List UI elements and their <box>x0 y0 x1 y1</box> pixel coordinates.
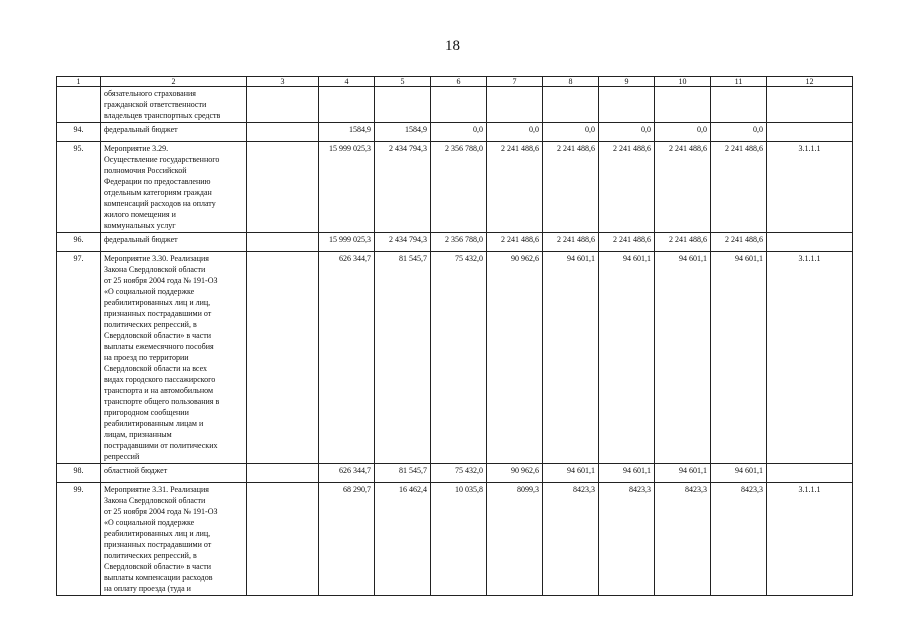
row-value <box>431 87 487 123</box>
row-value: 68 290,7 <box>319 483 375 596</box>
row-value: 2 241 488,6 <box>655 233 711 252</box>
row-value: 94 601,1 <box>711 252 767 464</box>
row-description: федеральный бюджет <box>101 233 247 252</box>
table-row <box>57 87 853 123</box>
row-target-code <box>767 123 853 142</box>
row-value: 94 601,1 <box>711 464 767 483</box>
row-column-3 <box>247 142 319 233</box>
column-header: 9 <box>599 77 655 87</box>
column-header: 4 <box>319 77 375 87</box>
row-target-code <box>767 233 853 252</box>
row-number: 95. <box>57 142 101 233</box>
row-value: 8423,3 <box>711 483 767 596</box>
budget-table <box>56 76 853 596</box>
row-value: 75 432,0 <box>431 252 487 464</box>
row-column-3 <box>247 123 319 142</box>
row-value: 8099,3 <box>487 483 543 596</box>
row-target-code <box>767 464 853 483</box>
row-description: Мероприятие 3.31. Реализация Закона Свердловской области от 25 ноября 2004 года № 191-ОЗ «О социальной поддержке реабилитированных лиц и лиц, признанных пострадавшими от политических репрессий, в Свердловской области» в части выплаты компенсации расходов на оплату проезда (туда и <box>101 483 247 596</box>
row-value: 1584,9 <box>319 123 375 142</box>
row-value: 2 241 488,6 <box>599 233 655 252</box>
row-value: 2 356 788,0 <box>431 142 487 233</box>
row-value <box>599 87 655 123</box>
row-value: 2 241 488,6 <box>711 233 767 252</box>
row-value: 1584,9 <box>375 123 431 142</box>
table-row <box>57 123 853 142</box>
row-value: 2 241 488,6 <box>655 142 711 233</box>
table-row <box>57 233 853 252</box>
row-value: 626 344,7 <box>319 252 375 464</box>
row-description: Мероприятие 3.30. Реализация Закона Свердловской области от 25 ноября 2004 года № 191-ОЗ «О социальной поддержке реабилитированных лиц и лиц, признанных пострадавшими от политических репрессий, в Свердловской области» в части выплаты ежемесячного пособия на проезд по территории Свердловской области на всех видах городского пассажирского транспорта и на автомобильном транспорте общего пользования в пригородном сообщении реабилитированным лицам и лицам, признанным пострадавшими от политических репрессий <box>101 252 247 464</box>
row-column-3 <box>247 252 319 464</box>
row-column-3 <box>247 233 319 252</box>
row-target-code: 3.1.1.1 <box>767 252 853 464</box>
row-column-3 <box>247 464 319 483</box>
row-number: 94. <box>57 123 101 142</box>
row-value <box>655 87 711 123</box>
row-value: 94 601,1 <box>655 252 711 464</box>
column-header: 2 <box>101 77 247 87</box>
row-value: 2 356 788,0 <box>431 233 487 252</box>
column-header: 12 <box>767 77 853 87</box>
table-row <box>57 464 853 483</box>
row-column-3 <box>247 483 319 596</box>
row-value: 2 241 488,6 <box>543 233 599 252</box>
row-target-code: 3.1.1.1 <box>767 142 853 233</box>
header-row <box>57 77 853 87</box>
row-value: 2 241 488,6 <box>711 142 767 233</box>
row-value <box>319 87 375 123</box>
column-header: 5 <box>375 77 431 87</box>
column-header: 3 <box>247 77 319 87</box>
row-number <box>57 87 101 123</box>
column-header: 10 <box>655 77 711 87</box>
row-value: 94 601,1 <box>599 464 655 483</box>
row-value: 0,0 <box>543 123 599 142</box>
row-value: 94 601,1 <box>543 252 599 464</box>
row-value: 94 601,1 <box>543 464 599 483</box>
row-description: федеральный бюджет <box>101 123 247 142</box>
row-number: 98. <box>57 464 101 483</box>
page-number: 18 <box>445 38 460 54</box>
table-body <box>57 77 853 596</box>
row-value <box>711 87 767 123</box>
row-column-3 <box>247 87 319 123</box>
row-value: 90 962,6 <box>487 252 543 464</box>
row-value <box>487 87 543 123</box>
row-value: 2 241 488,6 <box>487 233 543 252</box>
row-value: 16 462,4 <box>375 483 431 596</box>
row-value: 0,0 <box>599 123 655 142</box>
row-number: 97. <box>57 252 101 464</box>
column-header: 6 <box>431 77 487 87</box>
row-value: 2 241 488,6 <box>487 142 543 233</box>
row-value: 94 601,1 <box>655 464 711 483</box>
row-value: 2 241 488,6 <box>599 142 655 233</box>
row-value: 0,0 <box>711 123 767 142</box>
row-value: 0,0 <box>487 123 543 142</box>
row-value <box>543 87 599 123</box>
row-target-code: 3.1.1.1 <box>767 483 853 596</box>
row-value: 8423,3 <box>599 483 655 596</box>
row-value: 15 999 025,3 <box>319 142 375 233</box>
column-header: 8 <box>543 77 599 87</box>
row-value: 94 601,1 <box>599 252 655 464</box>
column-header: 7 <box>487 77 543 87</box>
row-number: 99. <box>57 483 101 596</box>
row-value <box>375 87 431 123</box>
row-value: 0,0 <box>431 123 487 142</box>
row-description: обязательного страхования гражданской ответственности владельцев транспортных средств <box>101 87 247 123</box>
table-row <box>57 483 853 596</box>
table-row <box>57 252 853 464</box>
row-number: 96. <box>57 233 101 252</box>
row-value: 75 432,0 <box>431 464 487 483</box>
row-value: 90 962,6 <box>487 464 543 483</box>
row-value: 8423,3 <box>655 483 711 596</box>
row-value: 81 545,7 <box>375 464 431 483</box>
column-header: 11 <box>711 77 767 87</box>
row-value: 8423,3 <box>543 483 599 596</box>
row-value: 626 344,7 <box>319 464 375 483</box>
row-description: областной бюджет <box>101 464 247 483</box>
row-value: 10 035,8 <box>431 483 487 596</box>
row-description: Мероприятие 3.29. Осуществление государственного полномочия Российской Федерации по предоставлению отдельным категориям граждан компенсаций расходов на оплату жилого помещения и коммунальных услуг <box>101 142 247 233</box>
row-value: 81 545,7 <box>375 252 431 464</box>
row-target-code <box>767 87 853 123</box>
row-value: 0,0 <box>655 123 711 142</box>
row-value: 2 434 794,3 <box>375 142 431 233</box>
column-header: 1 <box>57 77 101 87</box>
row-value: 2 241 488,6 <box>543 142 599 233</box>
row-value: 2 434 794,3 <box>375 233 431 252</box>
table-row <box>57 142 853 233</box>
row-value: 15 999 025,3 <box>319 233 375 252</box>
